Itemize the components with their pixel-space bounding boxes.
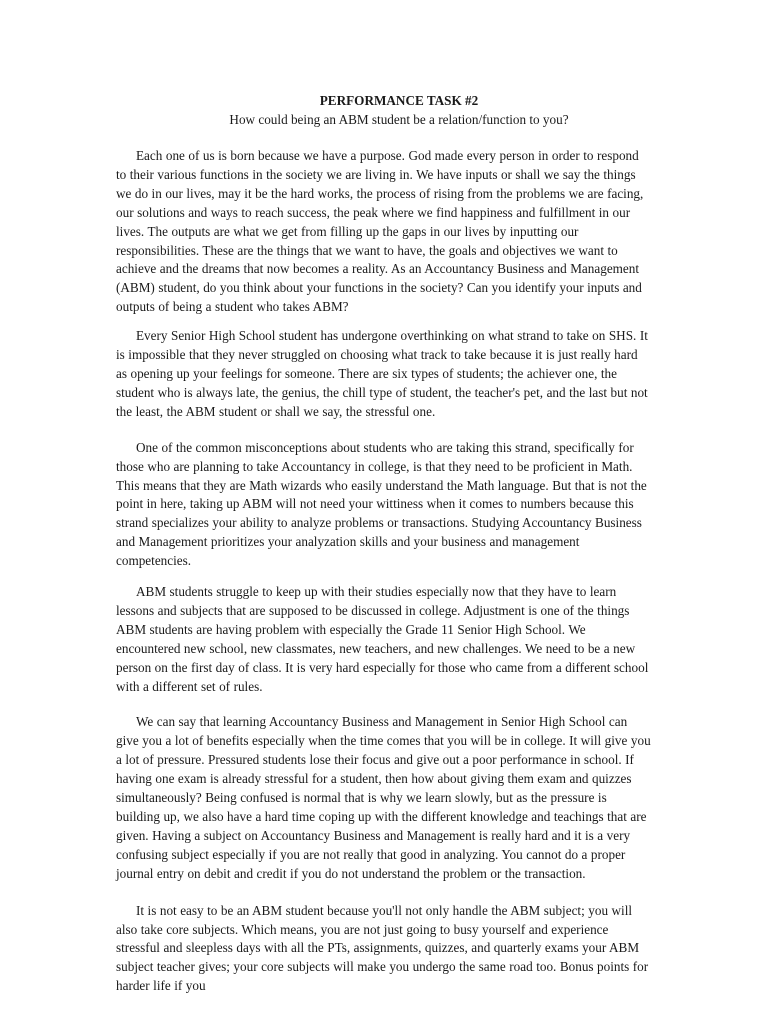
document-title: PERFORMANCE TASK #2 [319,93,479,108]
paragraph-misconceptions: One of the common misconceptions about students who are taking this strand, specifically for those who are planning to take Accountancy in college, is that they need to be proficient in Math. This means that they are Math wizards who easily understand the Math language. But that is not the point in here, taking up ABM will not need your wittiness when it comes to numbers because this strand specializes your ability to analyze problems or transactions. Studying Accountancy Business and Management prioritizes your analyzation skills and your business and management competencies. [116,439,647,569]
paragraph-core-subjects: It is not easy to be an ABM student because you'll not only handle the ABM subject; you will also take core subjects. Which means, you are not just going to busy yourself and experience stressful and sleepless days with all the PTs, assignments, quizzes, and quarterly exams your ABM subject teacher gives; your core subjects will make you undergo the same road too. Bonus points for harder life if you [116,902,649,994]
paragraph-struggles: ABM students struggle to keep up with their studies especially now that they have to learn lessons and subjects that are supposed to be discussed in college. Adjustment is one of the things ABM students are having problem with especially the Grade 11 Senior High School. We encountered new school, new classmates, new teachers, and new challenges. We need to be a new person on the first day of class. It is very hard especially for those who came from a different school with a different set of rules. [116,584,649,694]
document-body [116,91,652,996]
document-subtitle: How could being an ABM student be a relation/function to you? [229,112,569,127]
paragraph-choosing-strand: Every Senior High School student has undergone overthinking on what strand to take on SHS. It is impossible that they never struggled on choosing what track to take because it is just really hard as opening up your feelings for someone. There are six types of students; the achiever one, the student who is always late, the genius, the chill type of student, the teacher's pet, and the last but not the least, the ABM student or shall we say, the stressful one. [116,328,648,419]
paragraph-purpose: Each one of us is born because we have a purpose. God made every person in order to respond to their various functions in the society we are living in. We have inputs or shall we say the things we do in our lives, may it be the hard works, the process of rising from the problems we are facing, our solutions and ways to reach success, the peak where we find happiness and fulfillment in our lives. The outputs are what we get from filling up the gaps in our lives by inputting our responsibilities. These are the things that we want to have, the goals and objectives we want to achieve and the dreams that now becomes a reality. As an Accountancy Business and Management (ABM) student, do you think about your functions in the society? Can you identify your inputs and outputs of being a student who takes ABM? [116,148,644,315]
paragraph-benefits-pressure: We can say that learning Accountancy Business and Management in Senior High School can give you a lot of benefits especially when the time comes that you will be in college. It will give you a lot of pressure. Pressured students lose their focus and give out a poor performance in school. If having one exam is already stressful for a student, then how about giving them exam and quizzes simultaneously? Being confused is normal that is why we learn slowly, but as the pressure is building up, we also have a hard time coping up with the different knowledge and teachings that are given. Having a subject on Accountancy Business and Management is really hard and it is a very confusing subject especially if you are not really that good in analyzing. You cannot do a proper journal entry on debit and credit if you do not understand the problem or the transaction. [116,714,651,881]
